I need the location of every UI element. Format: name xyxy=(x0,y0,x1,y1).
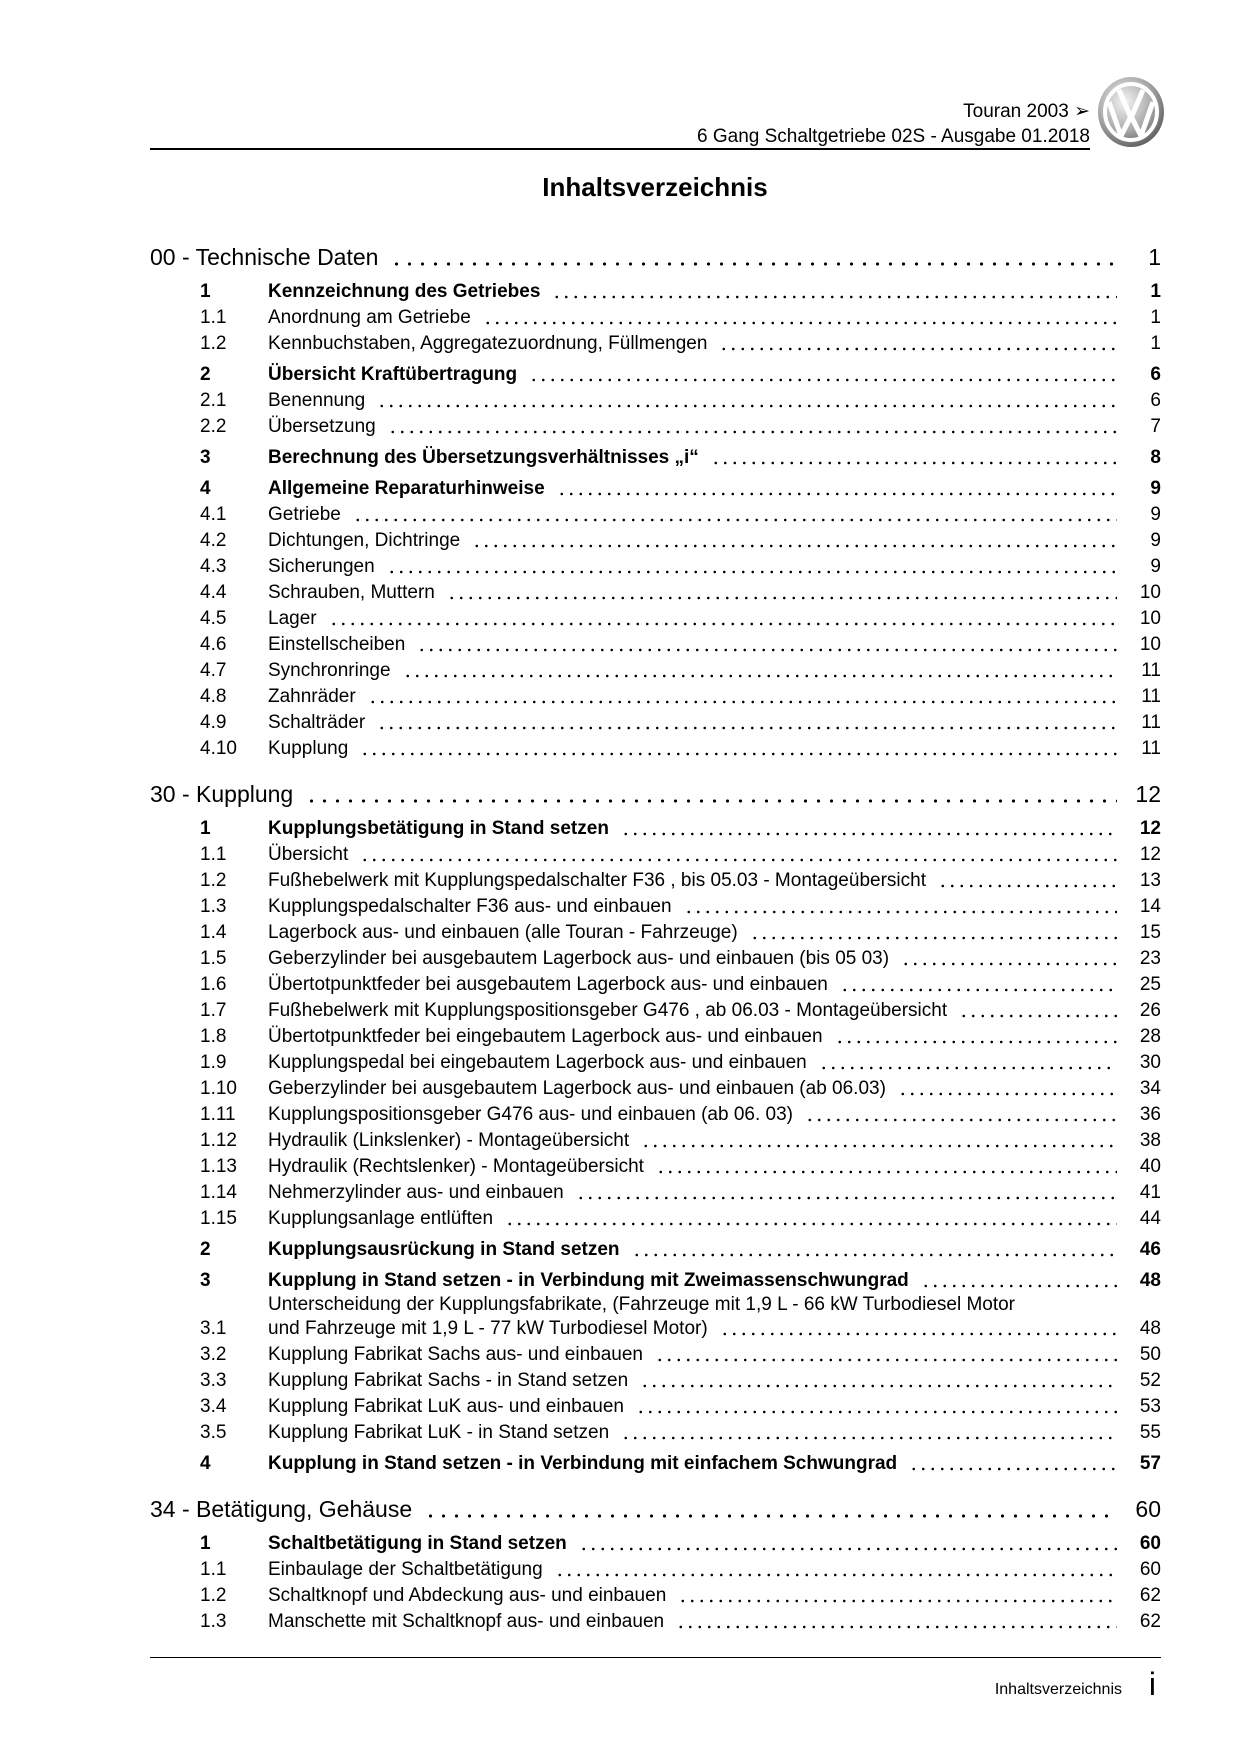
toc-entry-number: 4.6 xyxy=(200,634,227,655)
dot-leader xyxy=(368,684,1117,710)
dot-leader xyxy=(621,1420,1117,1446)
toc-entry-page: 9 xyxy=(1150,530,1161,551)
dot-leader xyxy=(424,1493,1117,1526)
toc-entry[interactable] xyxy=(150,279,1161,305)
toc-entry-number: 1.1 xyxy=(200,844,227,865)
toc-chapter-page: 60 xyxy=(1135,1496,1161,1522)
toc-entry[interactable] xyxy=(150,816,1161,842)
toc-entry-page: 8 xyxy=(1150,447,1161,468)
toc-entry-title: Unterscheidung der Kupplungsfabrikate, (Fahrzeuge mit 1,9 L - 66 kW Turbodiesel Motor xyxy=(268,1294,1016,1315)
toc-entry-title: Hydraulik (Linkslenker) - Montageübersicht xyxy=(268,1130,630,1151)
toc-entry-title: Getriebe xyxy=(268,504,341,525)
toc-entry[interactable] xyxy=(150,842,1161,868)
toc-entry[interactable] xyxy=(150,414,1161,440)
toc-entry-page: 11 xyxy=(1141,660,1161,681)
toc-entry-number: 1 xyxy=(200,281,211,302)
toc-entry-number: 4.10 xyxy=(200,738,237,759)
toc-entry-title: Kupplung Fabrikat Sachs - in Stand setzen xyxy=(268,1370,629,1391)
toc-entry-title: Übersicht Kraftübertragung xyxy=(268,364,518,385)
toc-entry-title: Zahnräder xyxy=(268,686,356,707)
toc-entry-title: Berechnung des Übersetzungsverhältnisses „i“ xyxy=(268,447,699,468)
toc-entry-page: 26 xyxy=(1139,1000,1161,1021)
dot-leader xyxy=(390,241,1117,274)
toc-entry[interactable] xyxy=(150,362,1161,388)
toc-entry-title: Kupplung in Stand setzen - in Verbindung mit einfachem Schwungrad xyxy=(268,1453,898,1474)
toc-entry[interactable] xyxy=(150,388,1161,414)
dot-leader xyxy=(840,972,1117,998)
toc-entry-title: Fußhebelwerk mit Kupplungspedalschalter F36 , bis 05.03 - Montageübersicht xyxy=(268,870,926,891)
dot-leader xyxy=(656,1154,1117,1180)
header-model: Touran 2003 ➢ xyxy=(963,101,1090,122)
toc-entry-page: 41 xyxy=(1139,1182,1161,1203)
table-of-contents xyxy=(150,241,1161,1635)
toc-entry-title: Kupplung in Stand setzen - in Verbindung mit Zweimassenschwungrad xyxy=(268,1270,909,1291)
dot-leader xyxy=(636,1394,1117,1420)
toc-entry[interactable] xyxy=(150,502,1161,528)
toc-entry-number: 1.3 xyxy=(200,1611,227,1632)
dot-leader xyxy=(938,868,1117,894)
toc-entry-page: 48 xyxy=(1139,1318,1161,1339)
toc-entry-page: 7 xyxy=(1150,416,1161,437)
toc-entry-page: 28 xyxy=(1139,1026,1161,1047)
toc-entry[interactable] xyxy=(150,554,1161,580)
dot-leader xyxy=(632,1237,1117,1263)
toc-entry[interactable] xyxy=(150,580,1161,606)
toc-entry-page: 12 xyxy=(1139,844,1161,865)
toc-entry-page: 1 xyxy=(1150,281,1161,302)
dot-leader xyxy=(387,554,1117,580)
dot-leader xyxy=(805,1102,1117,1128)
toc-entry-number: 3 xyxy=(200,447,211,468)
toc-entry-number: 1.7 xyxy=(200,1000,227,1021)
toc-entry-title: Kupplungspedal bei eingebautem Lagerbock aus- und einbauen xyxy=(268,1052,807,1073)
toc-entry-title: Allgemeine Reparaturhinweise xyxy=(268,478,545,499)
toc-entry-page: 1 xyxy=(1150,307,1161,328)
toc-entry-number: 1.14 xyxy=(200,1182,237,1203)
dot-leader xyxy=(898,1076,1117,1102)
toc-entry-page: 1 xyxy=(1150,333,1161,354)
toc-entry-page: 60 xyxy=(1139,1533,1161,1554)
header-divider xyxy=(150,148,1090,150)
toc-entry-title: Kupplungsanlage entlüften xyxy=(268,1208,494,1229)
toc-entry-number: 2.1 xyxy=(200,390,227,411)
toc-entry-title: Schaltknopf und Abdeckung aus- und einbauen xyxy=(268,1585,667,1606)
toc-entry-title: Schrauben, Muttern xyxy=(268,582,435,603)
toc-entry-number: 1.3 xyxy=(200,896,227,917)
dot-leader xyxy=(529,362,1117,388)
toc-entry-page: 44 xyxy=(1139,1208,1161,1229)
toc-entry-number: 4.8 xyxy=(200,686,227,707)
toc-entry-number: 3.5 xyxy=(200,1422,227,1443)
toc-entry-title: Kupplung Fabrikat Sachs aus- und einbauen xyxy=(268,1344,643,1365)
toc-entry-title-continued: und Fahrzeuge mit 1,9 L - 77 kW Turbodiesel Motor) xyxy=(268,1318,708,1339)
dot-leader xyxy=(819,1050,1117,1076)
dot-leader xyxy=(305,778,1117,811)
toc-entry[interactable] xyxy=(150,1368,1161,1394)
toc-entry[interactable] xyxy=(150,606,1161,632)
toc-entry[interactable] xyxy=(150,476,1161,502)
dot-leader xyxy=(353,502,1117,528)
toc-entry-number: 4.4 xyxy=(200,582,227,603)
toc-entry-number: 2 xyxy=(200,1239,211,1260)
toc-entry-page: 11 xyxy=(1141,712,1161,733)
toc-entry-title-continued-line xyxy=(268,1316,1161,1342)
toc-entry-title: Einstellscheiben xyxy=(268,634,406,655)
dot-leader xyxy=(711,445,1117,471)
toc-entry-number: 1.2 xyxy=(200,333,227,354)
dot-leader xyxy=(684,894,1117,920)
toc-entry-page: 25 xyxy=(1139,974,1161,995)
dot-leader xyxy=(576,1180,1117,1206)
toc-entry-title: Kupplungsausrückung in Stand setzen xyxy=(268,1239,620,1260)
toc-entry-title: Schalträder xyxy=(268,712,366,733)
toc-entry[interactable] xyxy=(150,1237,1161,1263)
toc-entry-title-block xyxy=(268,1294,1161,1342)
toc-entry-number: 2.2 xyxy=(200,416,227,437)
toc-entry-number: 1.5 xyxy=(200,948,227,969)
toc-entry[interactable] xyxy=(150,946,1161,972)
dot-leader xyxy=(621,816,1117,842)
toc-entry[interactable] xyxy=(150,710,1161,736)
dot-leader xyxy=(417,632,1117,658)
toc-entry-number: 1.2 xyxy=(200,870,227,891)
toc-entry-title: Anordnung am Getriebe xyxy=(268,307,471,328)
toc-entry-page: 38 xyxy=(1139,1130,1161,1151)
toc-entry-number: 4 xyxy=(200,478,211,499)
toc-entry[interactable] xyxy=(150,1531,1161,1557)
toc-entry-page: 30 xyxy=(1139,1052,1161,1073)
toc-entry-title: Kupplungspedalschalter F36 aus- und einbauen xyxy=(268,896,672,917)
toc-entry-number: 4.1 xyxy=(200,504,227,525)
toc-entry-page: 15 xyxy=(1139,922,1161,943)
toc-entry[interactable] xyxy=(150,972,1161,998)
dot-leader xyxy=(329,606,1117,632)
toc-entry-title: Kupplung Fabrikat LuK - in Stand setzen xyxy=(268,1422,610,1443)
toc-entry-page: 10 xyxy=(1139,608,1161,629)
toc-entry-title: Lager xyxy=(268,608,317,629)
toc-entry[interactable] xyxy=(150,868,1161,894)
toc-entry-page: 52 xyxy=(1139,1370,1161,1391)
toc-entry-number: 1.10 xyxy=(200,1078,237,1099)
toc-entry[interactable] xyxy=(150,1102,1161,1128)
toc-entry-page: 53 xyxy=(1139,1396,1161,1417)
vw-logo-icon xyxy=(1097,76,1165,148)
dot-leader xyxy=(750,920,1117,946)
toc-chapter[interactable] xyxy=(150,241,1161,274)
toc-entry-number: 1.1 xyxy=(200,307,227,328)
toc-entry[interactable] xyxy=(150,1180,1161,1206)
header-subtitle: 6 Gang Schaltgetriebe 02S - Ausgabe 01.2018 xyxy=(697,126,1090,147)
toc-entry-page: 10 xyxy=(1139,582,1161,603)
toc-entry[interactable] xyxy=(150,1557,1161,1583)
toc-entry-number: 4.9 xyxy=(200,712,227,733)
toc-entry-number: 3.2 xyxy=(200,1344,227,1365)
dot-leader xyxy=(447,580,1117,606)
toc-entry-title: Nehmerzylinder aus- und einbauen xyxy=(268,1182,564,1203)
toc-entry[interactable] xyxy=(150,1451,1161,1477)
toc-entry-number: 4.7 xyxy=(200,660,227,681)
toc-entry-title: Schaltbetätigung in Stand setzen xyxy=(268,1533,567,1554)
toc-entry[interactable] xyxy=(150,1294,1161,1342)
toc-entry[interactable] xyxy=(150,1609,1161,1635)
dot-leader xyxy=(909,1451,1117,1477)
toc-entry-number: 1.9 xyxy=(200,1052,227,1073)
dot-leader xyxy=(388,414,1117,440)
toc-entry-page: 60 xyxy=(1139,1559,1161,1580)
toc-chapter-title: 34 - Betätigung, Gehäuse xyxy=(150,1496,413,1522)
toc-entry-page: 57 xyxy=(1139,1453,1161,1474)
toc-entry-page: 62 xyxy=(1139,1585,1161,1606)
toc-entry-number: 1.4 xyxy=(200,922,227,943)
toc-entry[interactable] xyxy=(150,1420,1161,1446)
toc-entry-title: Benennung xyxy=(268,390,366,411)
toc-entry-page: 9 xyxy=(1150,504,1161,525)
toc-entry[interactable] xyxy=(150,1268,1161,1294)
toc-entry-number: 4 xyxy=(200,1453,211,1474)
toc-chapter[interactable] xyxy=(150,778,1161,811)
toc-entry-page: 34 xyxy=(1139,1078,1161,1099)
toc-entry-page: 10 xyxy=(1139,634,1161,655)
toc-chapter[interactable] xyxy=(150,1493,1161,1526)
dot-leader xyxy=(921,1268,1117,1294)
toc-entry[interactable] xyxy=(150,445,1161,471)
toc-entry-number: 3.4 xyxy=(200,1396,227,1417)
toc-entry[interactable] xyxy=(150,658,1161,684)
toc-entry-page: 6 xyxy=(1150,390,1161,411)
dot-leader xyxy=(483,305,1117,331)
dot-leader xyxy=(901,946,1117,972)
toc-entry-title: Sicherungen xyxy=(268,556,375,577)
toc-entry-number: 1.6 xyxy=(200,974,227,995)
toc-entry-title: Hydraulik (Rechtslenker) - Montageübersicht xyxy=(268,1156,644,1177)
toc-entry-title: Dichtungen, Dichtringe xyxy=(268,530,461,551)
toc-entry[interactable] xyxy=(150,1583,1161,1609)
dot-leader xyxy=(557,476,1117,502)
toc-entry-title: Lagerbock aus- und einbauen (alle Touran - Fahrzeuge) xyxy=(268,922,738,943)
toc-entry[interactable] xyxy=(150,331,1161,357)
toc-entry-page: 23 xyxy=(1139,948,1161,969)
dot-leader xyxy=(472,528,1117,554)
toc-entry[interactable] xyxy=(150,1206,1161,1232)
toc-entry-title: Kupplung Fabrikat LuK aus- und einbauen xyxy=(268,1396,624,1417)
dot-leader xyxy=(678,1583,1117,1609)
toc-entry[interactable] xyxy=(150,894,1161,920)
dot-leader xyxy=(835,1024,1117,1050)
toc-entry-number: 4.2 xyxy=(200,530,227,551)
toc-entry-page: 11 xyxy=(1141,738,1161,759)
toc-entry[interactable] xyxy=(150,305,1161,331)
toc-entry-page: 9 xyxy=(1150,478,1161,499)
dot-leader xyxy=(655,1342,1117,1368)
page-title: Inhaltsverzeichnis xyxy=(542,172,768,202)
dot-leader xyxy=(676,1609,1117,1635)
toc-entry-number: 1.12 xyxy=(200,1130,237,1151)
toc-entry-page: 40 xyxy=(1139,1156,1161,1177)
toc-entry-number: 1.2 xyxy=(200,1585,227,1606)
dot-leader xyxy=(360,842,1117,868)
toc-entry-page: 55 xyxy=(1139,1422,1161,1443)
toc-entry-page: 62 xyxy=(1139,1611,1161,1632)
toc-entry-title: Kupplungspositionsgeber G476 aus- und einbauen (ab 06. 03) xyxy=(268,1104,793,1125)
dot-leader xyxy=(641,1128,1117,1154)
toc-entry-page: 6 xyxy=(1150,364,1161,385)
dot-leader xyxy=(552,279,1117,305)
toc-entry-title: Kennzeichnung des Getriebes xyxy=(268,281,541,302)
toc-entry[interactable] xyxy=(150,1128,1161,1154)
toc-entry[interactable] xyxy=(150,1342,1161,1368)
dot-leader xyxy=(579,1531,1117,1557)
toc-entry-title: Geberzylinder bei ausgebautem Lagerbock aus- und einbauen (ab 06.03) xyxy=(268,1078,886,1099)
toc-entry-number: 4.3 xyxy=(200,556,227,577)
toc-entry-title: Geberzylinder bei ausgebautem Lagerbock aus- und einbauen (bis 05 03) xyxy=(268,948,890,969)
dot-leader xyxy=(505,1206,1117,1232)
toc-chapter-page: 1 xyxy=(1148,244,1161,270)
toc-entry-page: 9 xyxy=(1150,556,1161,577)
toc-entry-page: 48 xyxy=(1139,1270,1161,1291)
toc-entry[interactable] xyxy=(150,998,1161,1024)
toc-entry-number: 1.1 xyxy=(200,1559,227,1580)
toc-chapter-title: 00 - Technische Daten xyxy=(150,244,379,270)
toc-entry[interactable] xyxy=(150,1050,1161,1076)
toc-entry-number: 3.3 xyxy=(200,1370,227,1391)
toc-entry-number: 4.5 xyxy=(200,608,227,629)
toc-entry[interactable] xyxy=(150,1076,1161,1102)
toc-entry-number: 3 xyxy=(200,1270,211,1291)
toc-entry-page: 11 xyxy=(1141,686,1161,707)
toc-entry-title: Manschette mit Schaltknopf aus- und einbauen xyxy=(268,1611,665,1632)
toc-entry[interactable] xyxy=(150,1024,1161,1050)
toc-entry-number: 3.1 xyxy=(200,1318,227,1339)
toc-entry-title: Kupplung xyxy=(268,738,349,759)
dot-leader xyxy=(360,736,1117,762)
toc-entry-number: 2 xyxy=(200,364,211,385)
toc-entry-number: 1.11 xyxy=(200,1104,236,1125)
toc-entry-page: 14 xyxy=(1139,896,1161,917)
toc-entry[interactable] xyxy=(150,736,1161,762)
toc-entry-title: Übertotpunktfeder bei eingebautem Lagerbock aus- und einbauen xyxy=(268,1026,823,1047)
toc-entry[interactable] xyxy=(150,920,1161,946)
dot-leader xyxy=(377,710,1117,736)
toc-entry-number: 1.13 xyxy=(200,1156,237,1177)
dot-leader xyxy=(719,331,1117,357)
toc-entry-title: Übersetzung xyxy=(268,416,376,437)
toc-entry[interactable] xyxy=(150,1154,1161,1180)
footer-divider xyxy=(150,1657,1161,1658)
toc-entry-number: 1.8 xyxy=(200,1026,227,1047)
dot-leader xyxy=(403,658,1117,684)
toc-entry-number: 1 xyxy=(200,1533,211,1554)
toc-entry-number: 1.15 xyxy=(200,1208,237,1229)
toc-entry-page: 36 xyxy=(1139,1104,1161,1125)
dot-leader xyxy=(720,1316,1117,1342)
toc-entry-page: 46 xyxy=(1139,1239,1161,1260)
toc-entry[interactable] xyxy=(150,528,1161,554)
toc-entry-title: Übersicht xyxy=(268,844,349,865)
dot-leader xyxy=(555,1557,1117,1583)
toc-entry-page: 12 xyxy=(1139,818,1161,839)
toc-entry[interactable] xyxy=(150,684,1161,710)
footer-label: Inhaltsverzeichnis xyxy=(994,1681,1122,1698)
toc-entry-title: Einbaulage der Schaltbetätigung xyxy=(268,1559,543,1580)
toc-chapter-title: 30 - Kupplung xyxy=(150,781,294,807)
toc-entry-page: 50 xyxy=(1139,1344,1161,1365)
footer-page-number: i xyxy=(1148,1666,1156,1702)
toc-entry-title: Fußhebelwerk mit Kupplungspositionsgeber G476 , ab 06.03 - Montageübersicht xyxy=(268,1000,948,1021)
toc-entry[interactable] xyxy=(150,1394,1161,1420)
dot-leader xyxy=(377,388,1117,414)
toc-entry-number: 1 xyxy=(200,818,211,839)
toc-entry[interactable] xyxy=(150,632,1161,658)
toc-entry-title: Synchronringe xyxy=(268,660,391,681)
dot-leader xyxy=(959,998,1117,1024)
toc-entry-title: Kennbuchstaben, Aggregatezuordnung, Füllmengen xyxy=(268,333,708,354)
toc-entry-title: Übertotpunktfeder bei ausgebautem Lagerbock aus- und einbauen xyxy=(268,974,828,995)
toc-chapter-page: 12 xyxy=(1135,781,1161,807)
toc-entry-title: Kupplungsbetätigung in Stand setzen xyxy=(268,818,609,839)
toc-entry-page: 13 xyxy=(1139,870,1161,891)
dot-leader xyxy=(640,1368,1117,1394)
